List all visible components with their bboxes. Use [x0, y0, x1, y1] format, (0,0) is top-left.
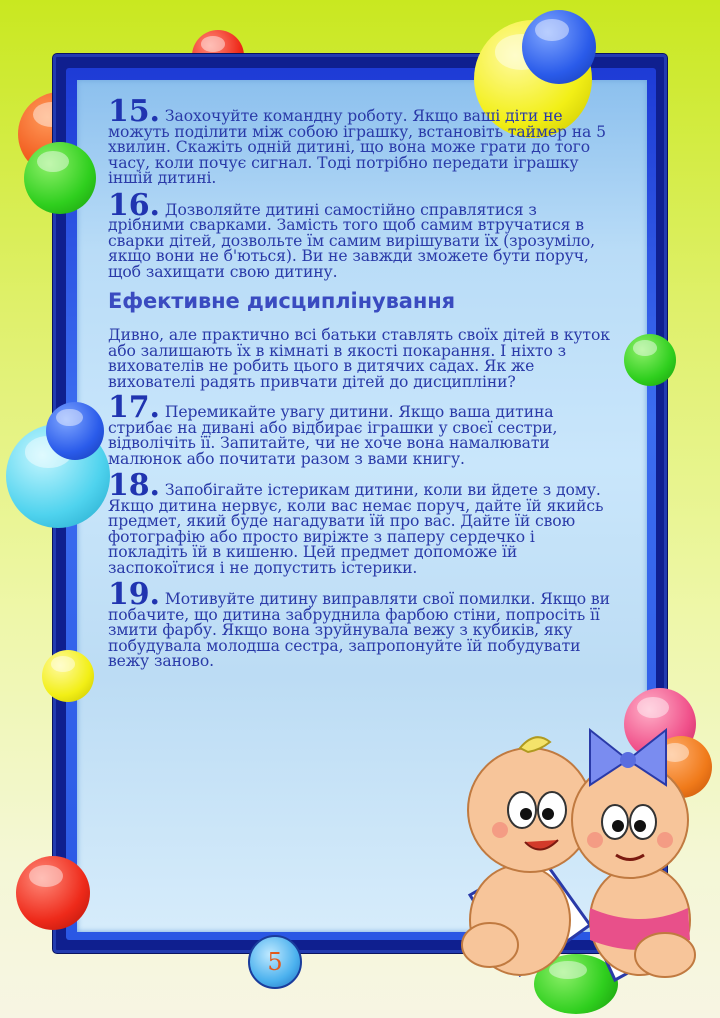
tip-text: Мотивуйте дитину виправляти свої помилки. Якщо ви побачите, що дитина забруднила фарбою стіни, попросіть її змити фарбу. Якщо вона зруйнувала вежу з кубиків, яку побудувала молодша сестра, запропонуйте їй побудувати вежу заново.: [108, 590, 610, 670]
decor-circle-green: [24, 142, 96, 214]
article-body: [108, 94, 618, 677]
tip-19: [108, 577, 618, 670]
tip-number: 18.: [108, 468, 160, 503]
tip-18: [108, 468, 618, 577]
tip-text: Перемикайте увагу дитини. Якщо ваша дитина стрибає на дивані або відбирає іграшки у своєї сестри, відволічіть її. Запитайте, чи не хоче вона намалювати малюнок або почитати разом з вами книгу.: [108, 403, 558, 468]
tip-15: [108, 94, 618, 187]
tip-text: Дозволяйте дитині самостійно справлятися з дрібними сварками. Замість того щоб самим втручатися в сварки дітей, дозвольте їм самим вирішувати їх (зрозуміло, якщо вони не б'ються). Ви не завжди зможете бути поруч, щоб захищати свою дитину.: [108, 200, 596, 281]
tip-number: 16.: [108, 187, 160, 223]
cartoon-kids-reading-illustration: [440, 690, 720, 1000]
decor-circle-green-right: [624, 334, 676, 386]
intro-paragraph: Дивно, але практично всі батьки ставлять своїх дітей в куток або залишають їх в кімнаті в якості покарання. І ніхто з вихователів не робить цього в дитячих садах. Як же вихователі радять привчати дітей до дисципліни?: [108, 326, 610, 391]
girl-illustration: [572, 730, 695, 977]
tip-16: [108, 187, 618, 281]
tip-text: Заохочуйте командну роботу. Якщо ваші діти не можуть поділити між собою іграшку, встановіть таймер на 5 хвилин. Скажіть одній дитині, що вона може грати до того часу, коли почує сигнал. Тоді потрібно передати іграшку іншій дитині.: [108, 107, 606, 187]
decor-circle-blue-top: [522, 10, 596, 84]
page-number: 5: [248, 935, 302, 989]
tip-number: 19.: [108, 577, 160, 612]
decor-circle-blue-left: [46, 402, 104, 460]
tip-17: [108, 390, 618, 468]
decor-circle-red-bottom: [16, 856, 90, 930]
tip-text: Запобігайте істерикам дитини, коли ви йдете з дому. Якщо дитина нервує, коли вас немає поруч, дайте їй якийсь предмет, який буде нагадувати їй про вас. Дайте їй свою фотографію або просто виріжте з паперу сердечко і покладіть їй в кишеню. Цей предмет допоможе їй заспокоїтися і не допустить істерики.: [108, 481, 604, 577]
tip-number: 15.: [108, 94, 160, 129]
section-heading: Ефективне дисциплінування: [108, 289, 456, 313]
tip-number: 17.: [108, 390, 160, 425]
decor-circle-yellow-left: [42, 650, 94, 702]
